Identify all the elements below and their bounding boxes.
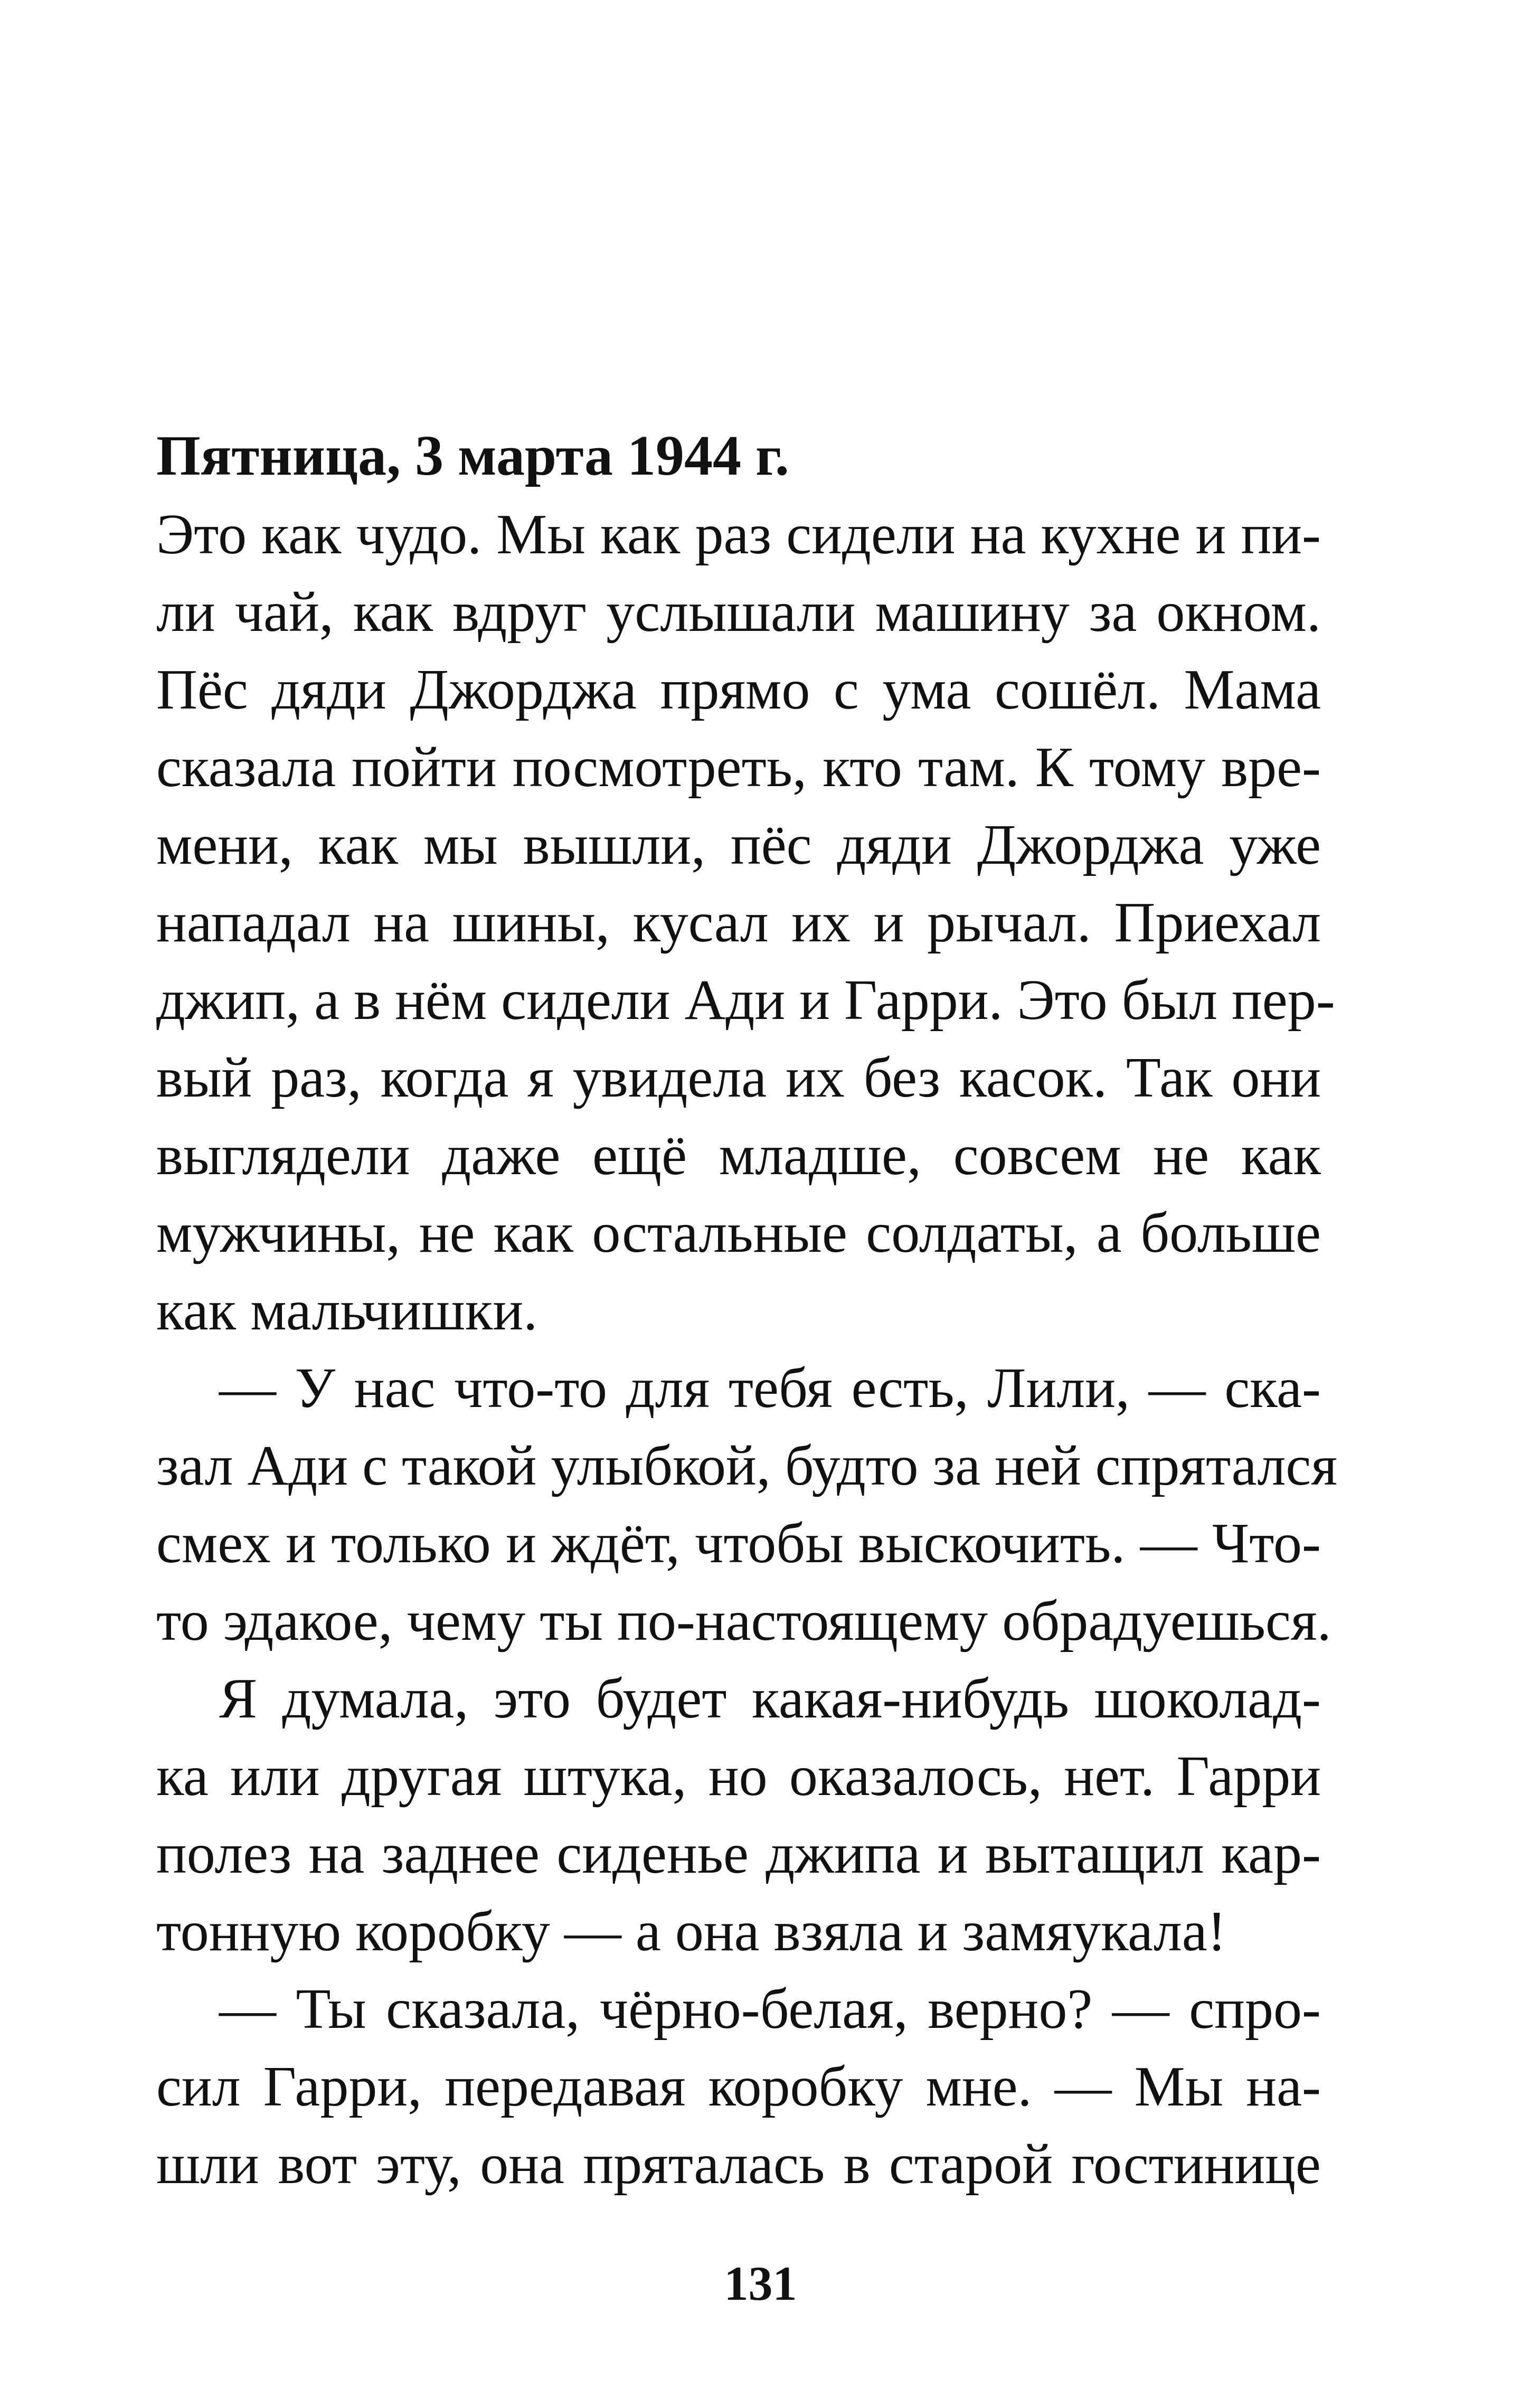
- text-line: шли вот эту, она пряталась в старой гостинице: [156, 2133, 1321, 2196]
- text-line: выглядели даже ещё младше, совсем не как: [156, 1124, 1321, 1187]
- text-line: сказала пойти посмотреть, кто там. К тому вре-: [156, 736, 1321, 799]
- text-line: джип, а в нём сидели Ади и Гарри. Это был пер-: [156, 969, 1335, 1032]
- diary-entry-date: Пятница, 3 марта 1944 г.: [156, 424, 789, 487]
- text-line: сил Гарри, передавая коробку мне. — Мы на-: [156, 2055, 1321, 2118]
- text-line: ка или другая штука, но оказалось, нет. Гарри: [156, 1745, 1321, 1808]
- text-line: как мальчишки.: [156, 1279, 538, 1342]
- text-line: смех и только и ждёт, чтобы выскочить. — Что-: [156, 1512, 1321, 1575]
- text-line: то эдакое, чему ты по-настоящему обрадуешься.: [156, 1590, 1331, 1652]
- text-line: нападал на шины, кусал их и рычал. Приехал: [156, 891, 1321, 954]
- text-line: мужчины, не как остальные солдаты, а больше: [156, 1202, 1321, 1264]
- text-line: зал Ади с такой улыбкой, будто за ней спрятался: [156, 1434, 1337, 1497]
- text-line: полез на заднее сиденье джипа и вытащил кар-: [156, 1822, 1321, 1885]
- text-line: Пёс дяди Джорджа прямо с ума сошёл. Мама: [156, 658, 1321, 721]
- text-line: — У нас что-то для тебя есть, Лили, — ска-: [219, 1357, 1321, 1420]
- text-line: — Ты сказала, чёрно-белая, верно? — спро-: [219, 1978, 1321, 2041]
- text-line: вый раз, когда я увидела их без касок. Так они: [156, 1046, 1321, 1109]
- text-line: ли чай, как вдруг услышали машину за окном.: [156, 581, 1321, 644]
- text-line: тонную коробку — а она взяла и замяукала!: [156, 1900, 1226, 1963]
- text-line: Это как чудо. Мы как раз сидели на кухне и пи-: [156, 503, 1321, 566]
- page-number: 131: [724, 2256, 797, 2310]
- text-line: Я думала, это будет какая-нибудь шоколад-: [219, 1667, 1321, 1730]
- text-line: мени, как мы вышли, пёс дяди Джорджа уже: [156, 814, 1321, 876]
